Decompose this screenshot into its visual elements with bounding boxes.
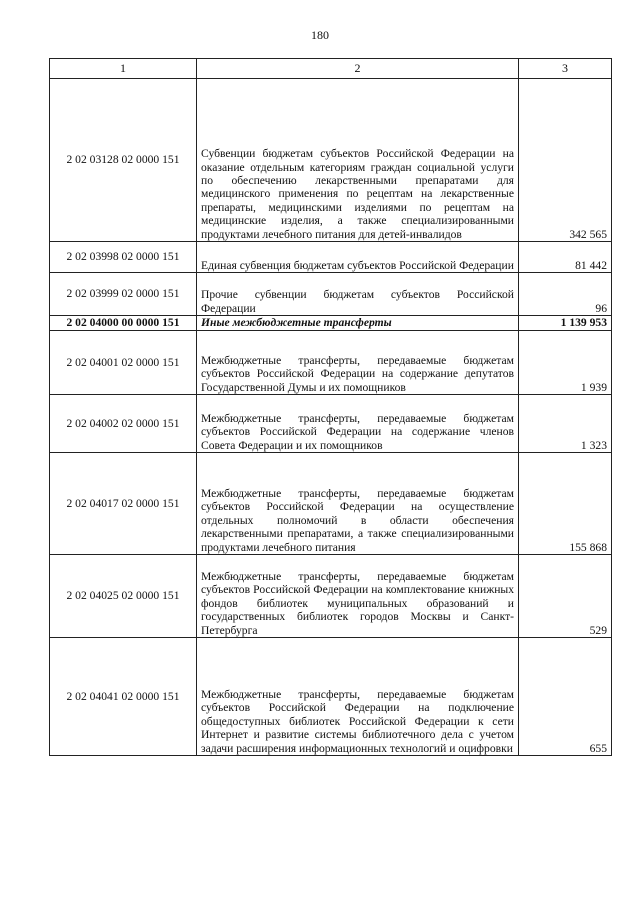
page-number: 180 xyxy=(311,28,329,42)
row-code: 2 02 04001 02 0000 151 xyxy=(50,331,197,395)
table-row xyxy=(50,638,612,756)
row-amount: 342 565 xyxy=(519,79,612,242)
row-description: Единая субвенция бюджетам субъектов Российской Федерации xyxy=(197,242,519,273)
row-code: 2 02 03998 02 0000 151 xyxy=(50,242,197,273)
row-description: Межбюджетные трансферты, передаваемые бюджетам субъектов Российской Федерации на содержание членов Совета Федерации и их помощников xyxy=(197,395,519,453)
row-amount: 155 868 xyxy=(519,453,612,555)
row-amount: 1 939 xyxy=(519,331,612,395)
row-description: Прочие субвенции бюджетам субъектов Российской Федерации xyxy=(197,273,519,316)
table-row xyxy=(50,242,612,273)
row-description: Иные межбюджетные трансферты xyxy=(197,316,519,331)
column-header-description: 2 xyxy=(197,59,519,79)
row-description: Субвенции бюджетам субъектов Российской Федерации на оказание отдельным категориям граждан социальной услуги по обеспечению лекарственными препаратами для медицинского применения по рецептам на лекарственные препараты, медицинскими изделиями по рецептам на медицинские изделия, а также специализированными продуктами лечебного питания для детей-инвалидов xyxy=(197,79,519,242)
row-amount: 96 xyxy=(519,273,612,316)
row-amount: 1 139 953 xyxy=(519,316,612,331)
row-amount: 1 323 xyxy=(519,395,612,453)
row-description: Межбюджетные трансферты, передаваемые бюджетам субъектов Российской Федерации на подключение общедоступных библиотек Российской Федерации к сети Интернет и развитие системы библиотечного дела с учетом задачи расширения информационных технологий и оцифровки xyxy=(197,638,519,756)
table-row xyxy=(50,79,612,242)
row-code: 2 02 04002 02 0000 151 xyxy=(50,395,197,453)
row-description: Межбюджетные трансферты, передаваемые бюджетам субъектов Российской Федерации на содержание депутатов Государственной Думы и их помощников xyxy=(197,331,519,395)
table-row xyxy=(50,453,612,555)
row-code: 2 02 04025 02 0000 151 xyxy=(50,555,197,638)
table-row xyxy=(50,395,612,453)
row-amount: 81 442 xyxy=(519,242,612,273)
row-code: 2 02 04041 02 0000 151 xyxy=(50,638,197,756)
row-code: 2 02 03999 02 0000 151 xyxy=(50,273,197,316)
row-amount: 529 xyxy=(519,555,612,638)
column-header-amount: 3 xyxy=(519,59,612,79)
table-header-row xyxy=(50,59,612,79)
budget-table xyxy=(49,58,612,756)
row-code: 2 02 04017 02 0000 151 xyxy=(50,453,197,555)
table-row-group-total xyxy=(50,316,612,331)
row-description: Межбюджетные трансферты, передаваемые бюджетам субъектов Российской Федерации на осуществление отдельных полномочий в области обеспечения лекарственными препаратами, а также специализированными продуктами лечебного питания xyxy=(197,453,519,555)
table-row xyxy=(50,331,612,395)
table-row xyxy=(50,555,612,638)
row-code: 2 02 04000 00 0000 151 xyxy=(50,316,197,331)
row-amount: 655 xyxy=(519,638,612,756)
row-description: Межбюджетные трансферты, передаваемые бюджетам субъектов Российской Федерации на комплектование книжных фондов библиотек муниципальных образований и государственных библиотек городов Москвы и Санкт-Петербурга xyxy=(197,555,519,638)
table-row xyxy=(50,273,612,316)
column-header-code: 1 xyxy=(50,59,197,79)
row-code: 2 02 03128 02 0000 151 xyxy=(50,79,197,242)
